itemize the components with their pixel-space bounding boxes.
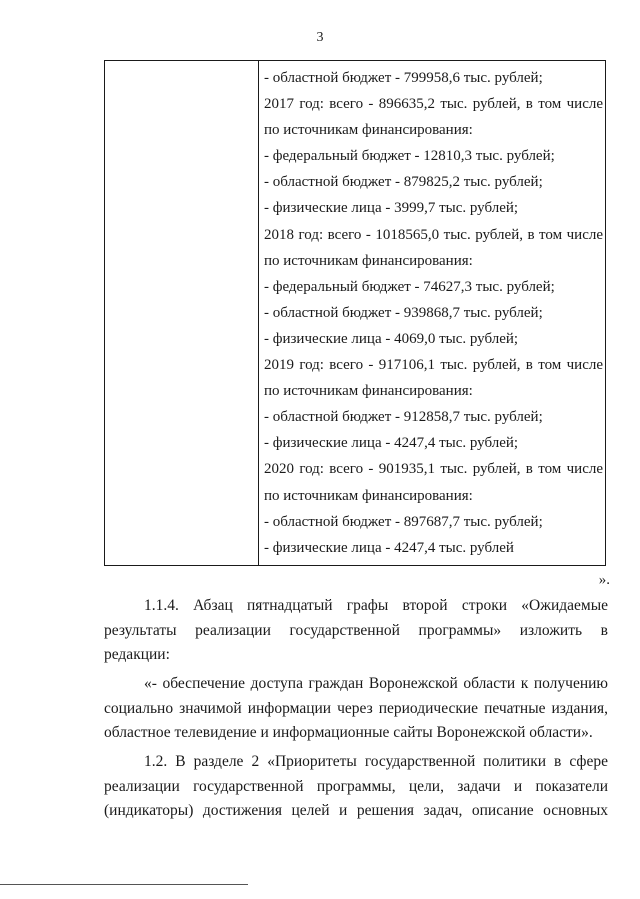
financing-line: 2019 год: всего - 917106,1 тыс. рублей, в том числе — [264, 357, 603, 374]
table-left-column — [105, 61, 259, 565]
financing-line: - физические лица - 4247,4 тыс. рублей; — [264, 435, 519, 452]
paragraph-line: 1.2. В разделе 2 «Приоритеты государственной политики в сфере — [144, 753, 608, 770]
financing-line: - областной бюджет - 897687,7 тыс. рублей; — [264, 513, 543, 530]
financing-line: - физические лица - 4069,0 тыс. рублей; — [264, 330, 519, 347]
closing-quote: ». — [598, 572, 610, 588]
paragraph-line: областное телевидение и информационные сайты Воронежской области». — [104, 724, 593, 742]
financing-line: по источникам финансирования: — [264, 252, 473, 269]
paragraph-1-2 — [104, 750, 608, 824]
paragraph-line: реализации государственной программы, цели, задачи и показатели — [104, 777, 608, 795]
paragraph-quote — [104, 672, 608, 746]
financing-line: - физические лица - 4247,4 тыс. рублей — [264, 539, 514, 556]
paragraph-line: социально значимой информации через периодические печатные издания, — [104, 699, 608, 717]
financing-line: - областной бюджет - 912858,7 тыс. рублей; — [264, 409, 543, 426]
financing-line: по источникам финансирования: — [264, 122, 473, 139]
paragraph-line: редакции: — [104, 646, 170, 664]
financing-line: - федеральный бюджет - 74627,3 тыс. рублей; — [264, 278, 555, 295]
paragraph-line: «- обеспечение доступа граждан Воронежской области к получению — [144, 675, 608, 692]
financing-line: по источникам финансирования: — [264, 487, 473, 504]
financing-table — [104, 60, 606, 566]
paragraph-1-1-4 — [104, 594, 608, 668]
paragraph-line: 1.1.4. Абзац пятнадцатый графы второй строки «Ожидаемые — [144, 597, 608, 614]
financing-line: - физические лица - 3999,7 тыс. рублей; — [264, 200, 519, 217]
financing-line: - областной бюджет - 939868,7 тыс. рублей; — [264, 304, 543, 321]
financing-line: - областной бюджет - 799958,6 тыс. рублей; — [264, 70, 543, 86]
page-number: 3 — [316, 30, 324, 45]
financing-line: 2020 год: всего - 901935,1 тыс. рублей, в том числе — [264, 461, 603, 478]
financing-line: - областной бюджет - 879825,2 тыс. рублей; — [264, 174, 543, 191]
financing-line: 2017 год: всего - 896635,2 тыс. рублей, в том числе — [264, 96, 603, 113]
financing-line: - федеральный бюджет - 12810,3 тыс. рублей; — [264, 148, 555, 165]
paragraph-line: результаты реализации государственной программы» изложить в — [104, 621, 608, 639]
footer-rule — [0, 884, 248, 885]
table-right-column — [259, 61, 605, 565]
financing-line: 2018 год: всего - 1018565,0 тыс. рублей, в том числе — [264, 226, 603, 243]
financing-line: по источникам финансирования: — [264, 383, 473, 400]
paragraph-line: (индикаторы) достижения целей и решения задач, описание основных — [104, 802, 608, 820]
